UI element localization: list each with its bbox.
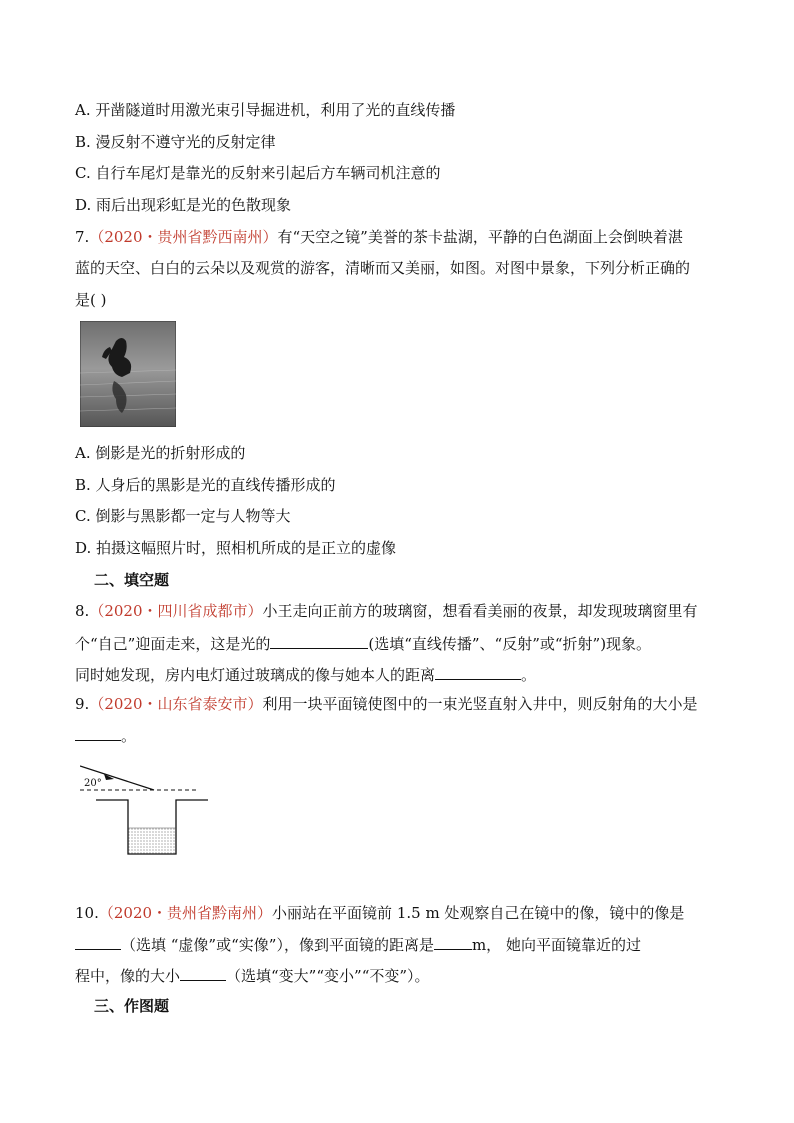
q10-source: （2020・贵州省黔南州） xyxy=(98,904,273,922)
q10-text-3b: （选填“变大”“变小”“不变”）。 xyxy=(226,967,430,985)
q6-option-d: D. 雨后出现彩虹是光的色散现象 xyxy=(75,196,292,214)
section-fill-in-heading: 二、填空题 xyxy=(94,571,170,589)
well-light-diagram xyxy=(80,762,215,858)
q7-line-2: 蓝的天空、白白的云朵以及观赏的游客，清晰而又美丽，如图。对图中景象，下列分析正确的 xyxy=(75,259,691,277)
q8-line-2 xyxy=(75,633,651,654)
q10-text-3a: 程中，像的大小 xyxy=(75,967,181,985)
section-drawing-heading: 三、作图题 xyxy=(94,997,170,1015)
angle-label: 20° xyxy=(84,778,102,789)
q9-text-2: 。 xyxy=(121,727,137,745)
q6-option-c: C. 自行车尾灯是靠光的反射来引起后方车辆司机注意的 xyxy=(75,164,441,182)
q9-number: 9. xyxy=(75,695,90,713)
q10-line-1 xyxy=(75,903,684,923)
q7-line-3: 是( ) xyxy=(75,291,107,309)
q9-source: （2020・山东省泰安市） xyxy=(89,695,263,713)
q8-text-2b: (选填“直线传播”、“反射”或“折射”)现象。 xyxy=(368,635,652,653)
q10-answer-blank-3[interactable] xyxy=(180,965,226,981)
q6-option-a: A. 开凿隧道时用激光束引导掘进机，利用了光的直线传播 xyxy=(75,101,456,119)
q7-source: （2020・贵州省黔西南州） xyxy=(89,228,278,246)
q7-number: 7. xyxy=(75,228,90,246)
q8-text-2a: 个“自己”迎面走来，这是光的 xyxy=(75,635,271,653)
well-water xyxy=(129,828,176,853)
q7-option-d: D. 拍摄这幅照片时，照相机所成的是正立的虚像 xyxy=(75,539,397,557)
q10-answer-blank-1[interactable] xyxy=(75,934,121,950)
q8-source: （2020・四川省成都市） xyxy=(89,602,263,620)
q8-answer-blank-1[interactable] xyxy=(270,633,368,649)
q7-line-1 xyxy=(75,227,683,247)
q9-line-2 xyxy=(75,725,136,746)
q8-line-1 xyxy=(75,601,698,621)
q7-option-a: A. 倒影是光的折射形成的 xyxy=(75,444,246,462)
q8-text-3a: 同时她发现，房内电灯通过玻璃成的像与她本人的距离 xyxy=(75,666,436,684)
q10-line-3 xyxy=(75,965,430,986)
q8-text-3b: 。 xyxy=(521,666,537,684)
q10-text-1: 小丽站在平面镜前 1.5 m 处观察自己在镜中的像，镜中的像是 xyxy=(272,904,685,922)
q10-text-2a: （选填 “虚像”或“实像”），像到平面镜的距离是 xyxy=(121,936,434,954)
q10-answer-blank-2[interactable] xyxy=(434,934,472,950)
q7-text-1: 有“天空之镜”美誉的茶卡盐湖，平静的白色湖面上会倒映着湛 xyxy=(277,228,683,246)
q9-answer-blank[interactable] xyxy=(75,725,121,741)
q7-option-c: C. 倒影与黑影都一定与人物等大 xyxy=(75,507,291,525)
q10-line-2 xyxy=(75,934,641,955)
q7-option-b: B. 人身后的黑影是光的直线传播形成的 xyxy=(75,476,336,494)
q10-text-2b: m， 她向平面镜靠近的过 xyxy=(471,936,641,954)
q6-option-b: B. 漫反射不遵守光的反射定律 xyxy=(75,133,276,151)
q10-number: 10. xyxy=(75,904,99,922)
salt-lake-photo xyxy=(80,321,176,427)
q8-answer-blank-2[interactable] xyxy=(435,664,521,680)
q8-number: 8. xyxy=(75,602,90,620)
q8-line-3 xyxy=(75,664,536,685)
q8-text-1: 小王走向正前方的玻璃窗，想看看美丽的夜景，却发现玻璃窗里有 xyxy=(262,602,698,620)
q9-text-1: 利用一块平面镜使图中的一束光竖直射入井中，则反射角的大小是 xyxy=(262,695,698,713)
q9-line-1 xyxy=(75,694,698,714)
